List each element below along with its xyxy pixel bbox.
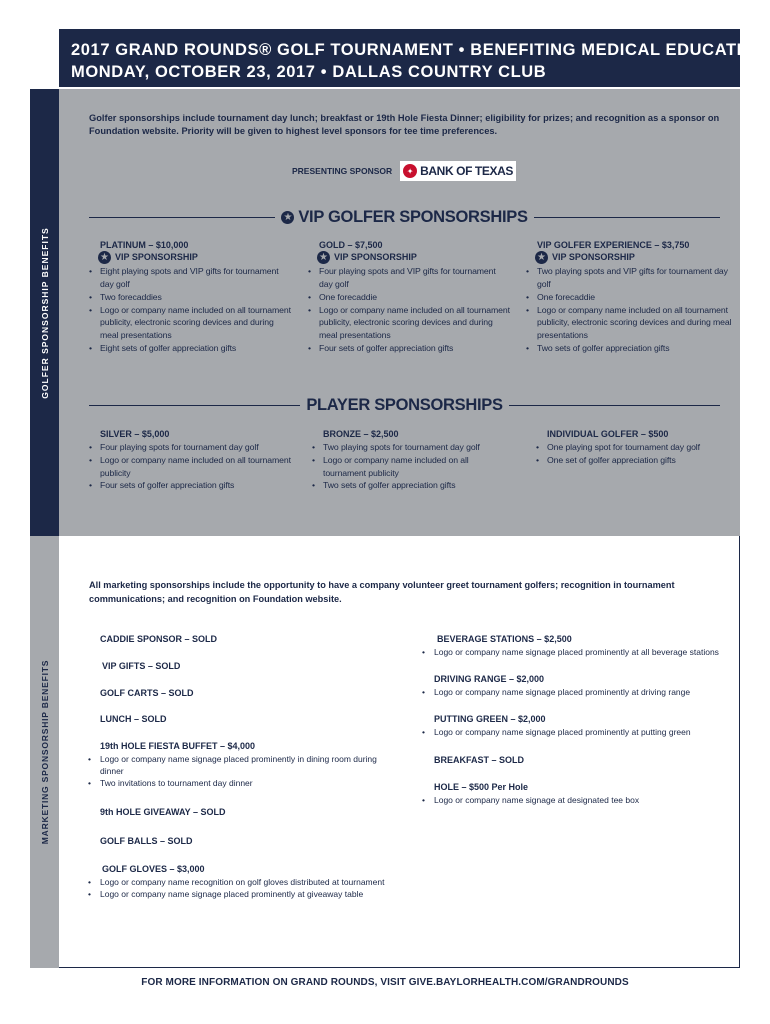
mkt-driving-range bbox=[422, 674, 722, 698]
benefit-item: • One forecaddie bbox=[308, 291, 511, 304]
mkt-vip-gifts bbox=[102, 661, 180, 671]
presenting-sponsor-label: PRESENTING SPONSOR bbox=[292, 166, 393, 176]
benefit-item: • One playing spot for tournament day golf bbox=[536, 441, 732, 454]
mkt-title: VIP GIFTS – SOLD bbox=[102, 661, 181, 671]
mkt-title: 19th HOLE FIESTA BUFFET – $4,000 bbox=[100, 741, 256, 751]
mkt-benefits bbox=[422, 794, 722, 806]
benefit-item: • Logo or company name included on all tournament publicity, electronic scoring devices and during meal presentations bbox=[526, 304, 732, 342]
tier-benefits bbox=[536, 441, 732, 467]
tier-sub-text: VIP SPONSORSHIP bbox=[334, 252, 417, 262]
player-heading-text: PLAYER SPONSORSHIPS bbox=[306, 396, 503, 414]
benefit-item: • Logo or company name included on all tournament publicity bbox=[312, 454, 512, 480]
benefit-item: • Logo or company name signage placed prominently at driving range bbox=[422, 686, 722, 698]
tier-sub-text: VIP SPONSORSHIP bbox=[115, 252, 198, 262]
mkt-title: CADDIE SPONSOR – SOLD bbox=[100, 634, 218, 644]
tier-title: GOLD – $7,500 bbox=[319, 240, 383, 250]
benefit-item: • Two invitations to tournament day dinner bbox=[88, 777, 378, 789]
tier-benefits bbox=[89, 265, 294, 355]
tier-title: BRONZE – $2,500 bbox=[323, 429, 399, 439]
player-tier-individual bbox=[536, 428, 732, 467]
heading-rule-right bbox=[509, 405, 720, 406]
tier-sub bbox=[526, 251, 732, 264]
mkt-title: GOLF GLOVES – $3,000 bbox=[102, 864, 205, 874]
benefit-item: • Two sets of golfer appreciation gifts bbox=[312, 479, 512, 492]
player-tier-silver bbox=[89, 428, 299, 492]
benefit-item: • Logo or company name signage placed prominently at putting green bbox=[422, 726, 722, 738]
benefit-item: • Logo or company name signage placed prominently in dining room during dinner bbox=[88, 753, 378, 777]
benefit-item: • Eight playing spots and VIP gifts for tournament day golf bbox=[89, 265, 294, 291]
golfer-intro-text: Golfer sponsorships include tournament day lunch; breakfast or 19th Hole Fiesta Dinner; eligibility for prizes; and recognition as a sponsor on Foundation website. Priority will be given to highest level sponsors for tee time preferences. bbox=[89, 113, 720, 137]
benefit-item: • Two playing spots and VIP gifts for tournament day golf bbox=[526, 265, 732, 291]
mkt-golf-gloves bbox=[88, 864, 418, 900]
mkt-lunch bbox=[100, 714, 167, 724]
benefit-item: • Logo or company name signage placed prominently at giveaway table bbox=[88, 888, 418, 900]
heading-rule-right bbox=[534, 217, 720, 218]
benefit-item: • Two sets of golfer appreciation gifts bbox=[526, 342, 732, 355]
mkt-golf-carts bbox=[100, 688, 194, 698]
mkt-title: BEVERAGE STATIONS – $2,500 bbox=[437, 634, 572, 644]
tier-benefits bbox=[526, 265, 732, 355]
mkt-putting-green bbox=[422, 714, 722, 738]
vip-heading-text: VIP GOLFER SPONSORSHIPS bbox=[298, 208, 528, 226]
mkt-benefits bbox=[422, 686, 722, 698]
mkt-benefits bbox=[422, 726, 722, 738]
tier-title: VIP GOLFER EXPERIENCE – $3,750 bbox=[537, 240, 690, 250]
vip-section-heading bbox=[89, 208, 720, 227]
mkt-benefits bbox=[88, 876, 418, 900]
mkt-caddie bbox=[100, 634, 217, 644]
benefit-item: • Logo or company name signage at designated tee box bbox=[422, 794, 722, 806]
benefit-item: • Four sets of golfer appreciation gifts bbox=[308, 342, 511, 355]
bank-of-texas-logo bbox=[400, 161, 516, 181]
player-tier-bronze bbox=[312, 428, 512, 492]
benefit-item: • Logo or company name recognition on golf gloves distributed at tournament bbox=[88, 876, 418, 888]
tier-title: SILVER – $5,000 bbox=[100, 429, 170, 439]
benefit-item: • Four sets of golfer appreciation gifts bbox=[89, 479, 299, 492]
benefit-item: • Logo or company name included on all tournament publicity, electronic scoring devices and during meal presentations bbox=[308, 304, 511, 342]
mkt-title: LUNCH – SOLD bbox=[100, 714, 167, 724]
mkt-beverage bbox=[422, 634, 722, 658]
golfer-side-label: GOLFER SPONSORSHIP BENEFITS bbox=[39, 226, 50, 399]
mkt-title: GOLF CARTS – SOLD bbox=[100, 688, 194, 698]
bank-emblem-icon: ✦ bbox=[403, 164, 417, 178]
header-title: 2017 GRAND ROUNDS® GOLF TOURNAMENT • BENEFITING MEDICAL EDUCATION bbox=[71, 41, 768, 59]
presenting-sponsor bbox=[292, 160, 516, 182]
marketing-side-label: MARKETING SPONSORSHIP BENEFITS bbox=[39, 659, 50, 845]
tier-sub-text: VIP SPONSORSHIP bbox=[552, 252, 635, 262]
mkt-fiesta-buffet bbox=[88, 741, 378, 789]
mkt-golf-balls bbox=[100, 836, 193, 846]
header-date-location: MONDAY, OCTOBER 23, 2017 • DALLAS COUNTRY CLUB bbox=[71, 63, 547, 81]
benefit-item: • One forecaddie bbox=[526, 291, 732, 304]
tier-sub bbox=[89, 251, 294, 264]
benefit-item: • Four playing spots and VIP gifts for tournament day golf bbox=[308, 265, 511, 291]
header-banner bbox=[59, 29, 768, 87]
tier-sub bbox=[308, 251, 511, 264]
vip-tier-platinum bbox=[89, 239, 294, 355]
vip-tier-experience bbox=[526, 239, 732, 355]
benefit-item: • Logo or company name signage placed prominently at all beverage stations bbox=[422, 646, 722, 658]
tier-title: PLATINUM – $10,000 bbox=[100, 240, 189, 250]
mkt-breakfast bbox=[434, 755, 524, 765]
footer-info-link: FOR MORE INFORMATION ON GRAND ROUNDS, VISIT GIVE.BAYLORHEALTH.COM/GRANDROUNDS bbox=[141, 977, 629, 988]
star-icon: ★ bbox=[317, 251, 330, 264]
golfer-side-tab bbox=[30, 89, 59, 536]
tier-benefits bbox=[89, 441, 299, 492]
mkt-title: 9th HOLE GIVEAWAY – SOLD bbox=[100, 807, 226, 817]
mkt-benefits bbox=[88, 753, 378, 789]
bank-logo-name: BANK OF TEXAS bbox=[420, 164, 513, 178]
tier-benefits bbox=[312, 441, 512, 492]
marketing-side-tab bbox=[30, 536, 59, 968]
tier-title: INDIVIDUAL GOLFER – $500 bbox=[547, 429, 669, 439]
heading-rule-left bbox=[89, 217, 275, 218]
vip-tier-gold bbox=[308, 239, 511, 355]
mkt-hole bbox=[422, 782, 722, 806]
marketing-intro-text: All marketing sponsorships include the opportunity to have a company volunteer greet tournament golfers; recognition in tournament communications; and recognition on Foundation website. bbox=[89, 580, 675, 605]
mkt-benefits bbox=[422, 646, 722, 658]
mkt-title: DRIVING RANGE – $2,000 bbox=[434, 674, 545, 684]
heading-rule-left bbox=[89, 405, 300, 406]
tier-benefits bbox=[308, 265, 511, 355]
mkt-title: HOLE – $500 Per Hole bbox=[434, 782, 529, 792]
star-icon: ★ bbox=[281, 211, 294, 224]
star-icon: ★ bbox=[535, 251, 548, 264]
vip-heading-title bbox=[275, 208, 533, 227]
benefit-item: • Two forecaddies bbox=[89, 291, 294, 304]
benefit-item: • Two playing spots for tournament day golf bbox=[312, 441, 512, 454]
benefit-item: • Logo or company name included on all tournament publicity, electronic scoring devices and during meal presentations bbox=[89, 304, 294, 342]
benefit-item: • Logo or company name included on all tournament publicity bbox=[89, 454, 299, 480]
benefit-item: • Eight sets of golfer appreciation gifts bbox=[89, 342, 294, 355]
mkt-title: BREAKFAST – SOLD bbox=[434, 755, 525, 765]
player-section-heading bbox=[89, 396, 720, 415]
mkt-giveaway bbox=[100, 807, 226, 817]
benefit-item: • One set of golfer appreciation gifts bbox=[536, 454, 732, 467]
mkt-title: PUTTING GREEN – $2,000 bbox=[434, 714, 546, 724]
benefit-item: • Four playing spots for tournament day golf bbox=[89, 441, 299, 454]
star-icon: ★ bbox=[98, 251, 111, 264]
mkt-title: GOLF BALLS – SOLD bbox=[100, 836, 193, 846]
